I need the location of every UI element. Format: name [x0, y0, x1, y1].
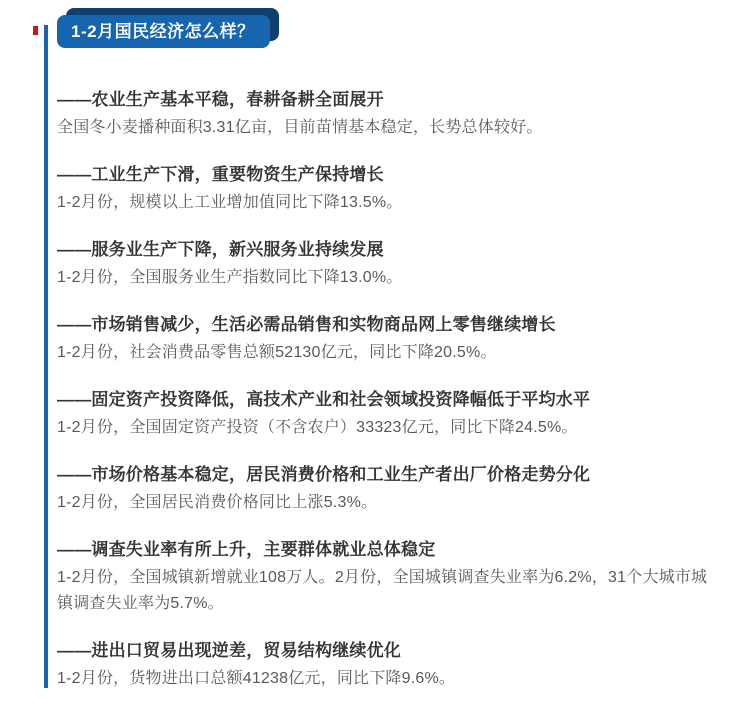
- section-agriculture: [57, 88, 713, 141]
- section-heading: ——固定资产投资降低，高技术产业和社会领域投资降幅低于平均水平: [57, 390, 591, 409]
- section-heading: ——调查失业率有所上升，主要群体就业总体稳定: [57, 540, 436, 559]
- section-heading: ——进出口贸易出现逆差，贸易结构继续优化: [57, 641, 401, 660]
- section-body-text: 1-2月份，货物进出口总额41238亿元，同比下降9.6%。: [57, 670, 456, 687]
- section-body-text: 1-2月份，全国服务业生产指数同比下降13.0%。: [57, 269, 403, 286]
- title-badge: 1-2月国民经济怎么样？: [57, 15, 270, 48]
- section-heading: ——工业生产下滑，重要物资生产保持增长: [57, 165, 384, 184]
- section-investment: [57, 388, 713, 441]
- section-industry: [57, 163, 713, 216]
- section-body-text: 1-2月份，全国城镇新增就业108万人。2月份，全国城镇调查失业率为6.2%，31个大城市城镇调查失业率为5.7%。: [57, 569, 708, 612]
- section-heading: ——服务业生产下降，新兴服务业持续发展: [57, 240, 384, 259]
- section-heading: ——市场销售减少，生活必需品销售和实物商品网上零售继续增长: [57, 315, 556, 334]
- section-body-text: 1-2月份，全国固定资产投资（不含农户）33323亿元，同比下降24.5%。: [57, 419, 578, 436]
- section-heading: ——市场价格基本稳定，居民消费价格和工业生产者出厂价格走势分化: [57, 465, 591, 484]
- section-employment: [57, 538, 713, 617]
- left-vertical-rule: [44, 25, 48, 688]
- section-trade: [57, 639, 713, 692]
- section-heading: ——农业生产基本平稳，春耕备耕全面展开: [57, 90, 384, 109]
- article-body: [57, 88, 713, 714]
- section-services: [57, 238, 713, 291]
- section-body-text: 1-2月份，规模以上工业增加值同比下降13.5%。: [57, 194, 403, 211]
- section-retail: [57, 313, 713, 366]
- section-body-text: 全国冬小麦播种面积3.31亿亩，目前苗情基本稳定，长势总体较好。: [57, 119, 543, 136]
- section-body-text: 1-2月份，社会消费品零售总额52130亿元，同比下降20.5%。: [57, 344, 497, 361]
- red-accent-mark: [33, 26, 38, 35]
- section-body-text: 1-2月份，全国居民消费价格同比上涨5.3%。: [57, 494, 378, 511]
- section-prices: [57, 463, 713, 516]
